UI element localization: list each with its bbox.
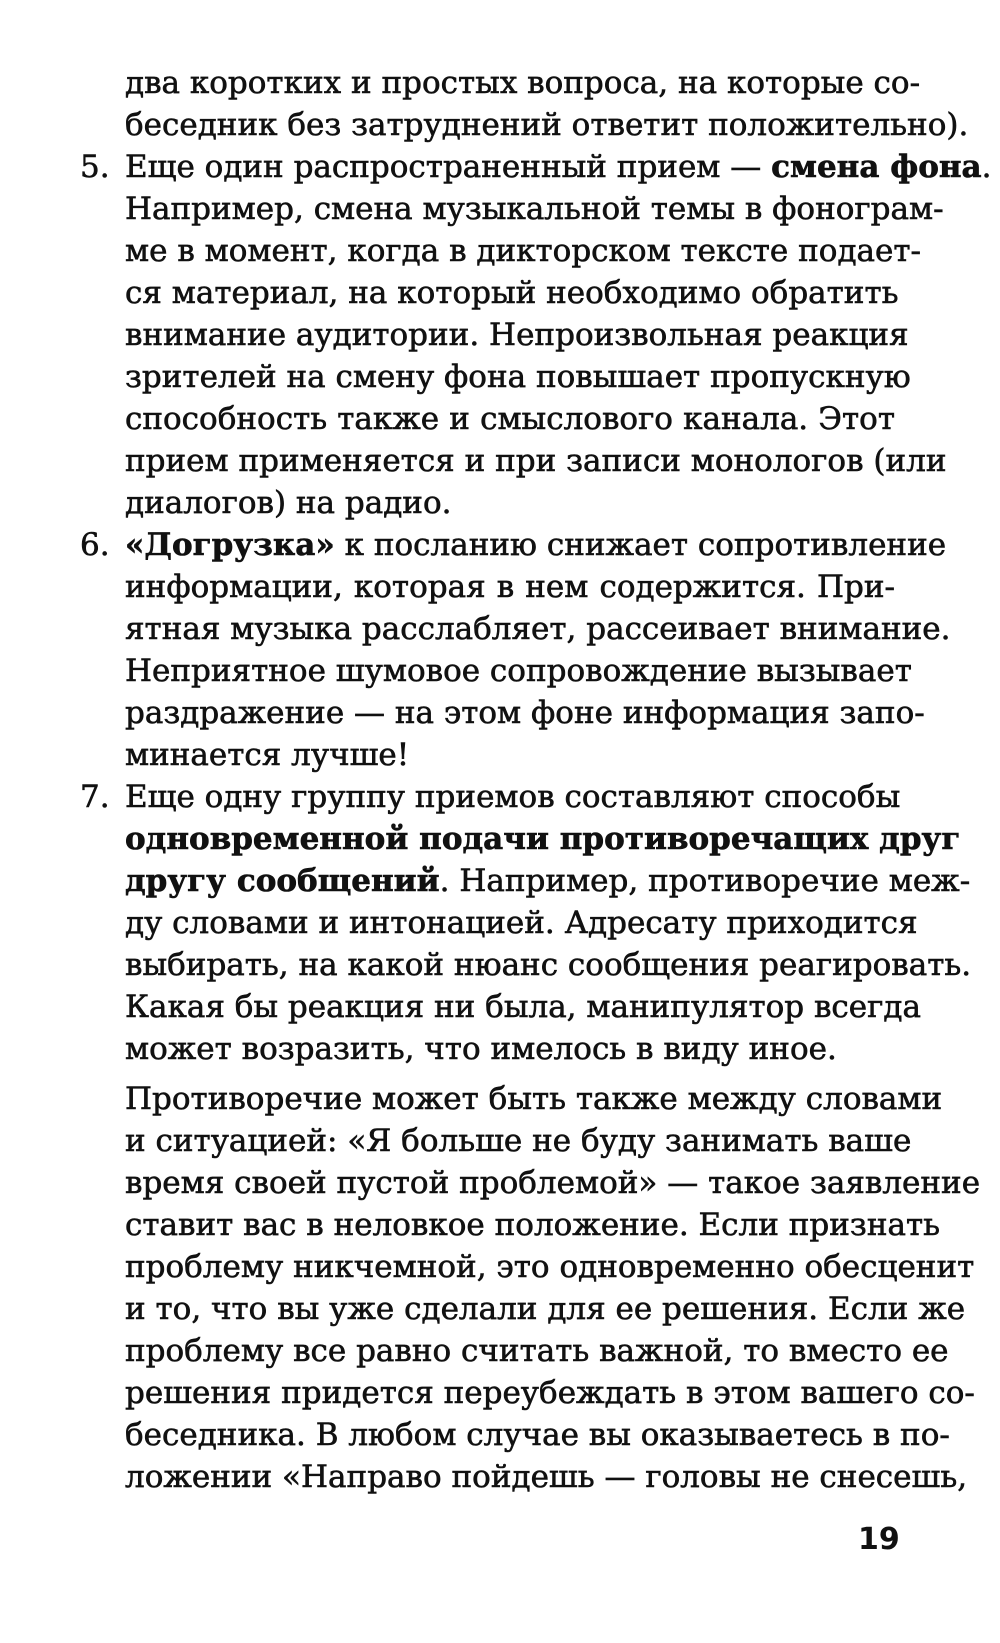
page-number: 19	[858, 1522, 900, 1557]
paragraph-line: решения придется переубеждать в этом вашего со-	[125, 1375, 975, 1411]
paragraph-line: ставит вас в неловкое положение. Если признать	[125, 1207, 940, 1243]
continuation-line: два коротких и простых вопроса, на которые со-	[125, 65, 921, 101]
body-text	[80, 62, 992, 1498]
bold-term: одновременной подачи противоречащих друг	[125, 821, 961, 857]
paragraph-line: время своей пустой проблемой» — такое заявление	[125, 1165, 981, 1201]
paragraph-line: и ситуацией: «Я больше не буду занимать ваше	[125, 1123, 912, 1159]
list-item-line: прием применяется и при записи монологов (или	[125, 443, 947, 479]
list-item-line: способность также и смыслового канала. Этот	[125, 401, 895, 437]
item-text: Еще один распространенный прием —	[125, 149, 772, 185]
bold-term: другу сообщений	[125, 863, 440, 899]
list-item-line: зрителей на смену фона повышает пропускную	[125, 359, 911, 395]
list-item-line: может возразить, что имелось в виду иное.	[125, 1031, 837, 1067]
list-item-7-first-line	[80, 776, 901, 818]
list-item-line: диалогов) на радио.	[125, 485, 452, 521]
list-item-line: ду словами и интонацией. Адресату приходится	[125, 905, 918, 941]
list-item-line: ся материал, на который необходимо обратить	[125, 275, 899, 311]
list-item-line: внимание аудитории. Непроизвольная реакция	[125, 317, 909, 353]
paragraph-line: и то, что вы уже сделали для ее решения. Если же	[125, 1291, 966, 1327]
list-item-line: раздражение — на этом фоне информация запо-	[125, 695, 925, 731]
list-item-line: ме в момент, когда в дикторском тексте подает-	[125, 233, 921, 269]
bold-term: смена фона	[771, 149, 982, 185]
list-item-line: Например, смена музыкальной темы в фонограм-	[125, 191, 944, 227]
list-item-line: Неприятное шумовое сопровождение вызывает	[125, 653, 912, 689]
item-text: . Например, противоречие меж-	[439, 863, 971, 899]
list-number: 6.	[80, 527, 110, 563]
item-text: .	[981, 149, 992, 185]
list-item-5-first-line	[80, 146, 992, 188]
bold-term: «Догрузка»	[125, 527, 335, 563]
list-item-line: минается лучше!	[125, 737, 410, 773]
list-item-line: информации, которая в нем содержится. При-	[125, 569, 895, 605]
paragraph-line: Противоречие может быть также между словами	[125, 1081, 943, 1117]
list-number: 5.	[80, 149, 110, 185]
list-item-6-first-line	[80, 524, 947, 566]
paragraph-line: проблему никчемной, это одновременно обесценит	[125, 1249, 975, 1285]
paragraph-line: беседника. В любом случае вы оказываетесь в по-	[125, 1417, 950, 1453]
list-number: 7.	[80, 779, 110, 815]
item-text: к посланию снижает сопротивление	[334, 527, 947, 563]
list-item-line: ятная музыка расслабляет, рассеивает внимание.	[125, 611, 951, 647]
list-item-line	[80, 860, 971, 902]
continuation-line: беседник без затруднений ответит положительно).	[125, 107, 969, 143]
paragraph	[80, 1078, 981, 1498]
item-text: Еще одну группу приемов составляют способы	[125, 779, 901, 815]
paragraph-line: ложении «Направо пойдешь — головы не снесешь,	[125, 1459, 968, 1495]
paragraph-line: проблему все равно считать важной, то вместо ее	[125, 1333, 949, 1369]
list-item-line: выбирать, на какой нюанс сообщения реагировать.	[125, 947, 972, 983]
list-item-line: Какая бы реакция ни была, манипулятор всегда	[125, 989, 921, 1025]
